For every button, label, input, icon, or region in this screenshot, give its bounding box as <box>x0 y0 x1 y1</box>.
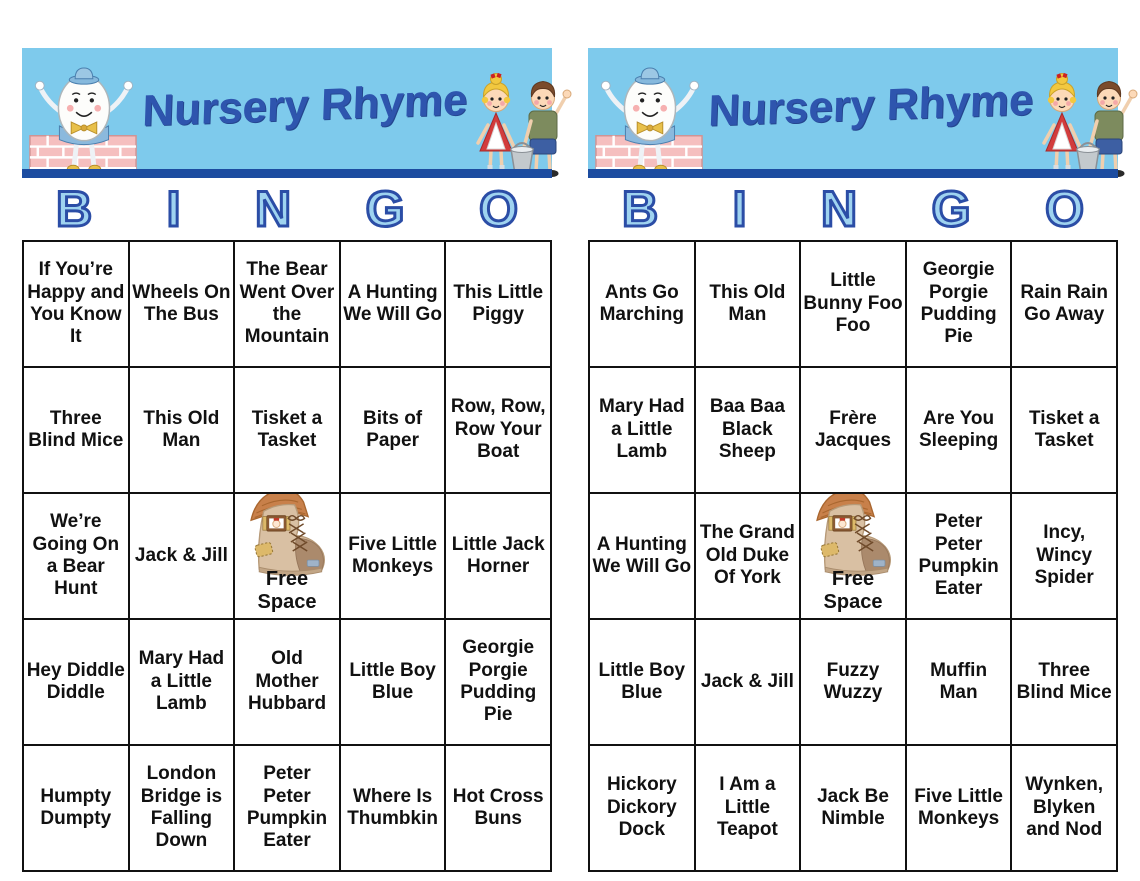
bingo-cell[interactable]: Rain Rain Go Away <box>1012 242 1116 366</box>
free-space-cell[interactable] <box>235 494 339 618</box>
card-banner <box>588 48 1118 178</box>
bingo-cell[interactable]: Mary Had a Little Lamb <box>590 368 694 492</box>
bingo-cell[interactable]: London Bridge is Falling Down <box>130 746 234 870</box>
bingo-cell[interactable]: Georgie Porgie Pudding Pie <box>446 620 550 744</box>
free-space-label: Free Space <box>823 567 883 614</box>
humpty-dumpty-illustration <box>24 66 142 178</box>
bingo-cell[interactable]: Three Blind Mice <box>24 368 128 492</box>
banner-divider-bar <box>22 169 552 178</box>
bingo-cell[interactable]: Wheels On The Bus <box>130 242 234 366</box>
bingo-cell[interactable]: A Hunting We Will Go <box>590 494 694 618</box>
bingo-cell[interactable]: Hey Diddle Diddle <box>24 620 128 744</box>
bingo-cell[interactable]: Mary Had a Little Lamb <box>130 620 234 744</box>
shoe-house-icon <box>236 496 338 568</box>
jack-and-jill-illustration <box>1033 70 1139 178</box>
bingo-cell[interactable]: Old Mother Hubbard <box>235 620 339 744</box>
bingo-cell[interactable]: Where Is Thumbkin <box>341 746 445 870</box>
bingo-cell[interactable]: Incy, Wincy Spider <box>1012 494 1116 618</box>
bingo-cell[interactable]: Hickory Dickory Dock <box>590 746 694 870</box>
bingo-letter-o: O <box>479 181 518 237</box>
bingo-cell[interactable]: We’re Going On a Bear Hunt <box>24 494 128 618</box>
bingo-cell[interactable]: Peter Peter Pumpkin Eater <box>235 746 339 870</box>
bingo-cell[interactable]: Little Boy Blue <box>341 620 445 744</box>
bingo-cell[interactable]: Muffin Man <box>907 620 1011 744</box>
card-title: Nursery Rhyme <box>141 75 469 136</box>
bingo-letter-i: I <box>732 181 747 237</box>
bingo-cell[interactable]: Five Little Monkeys <box>341 494 445 618</box>
bingo-cell[interactable]: Frère Jacques <box>801 368 905 492</box>
bingo-cell[interactable]: Little Jack Horner <box>446 494 550 618</box>
bingo-cell[interactable]: Fuzzy Wuzzy <box>801 620 905 744</box>
bingo-cell[interactable]: Row, Row, Row Your Boat <box>446 368 550 492</box>
shoe-house-icon <box>802 496 904 568</box>
bingo-cell[interactable]: Jack Be Nimble <box>801 746 905 870</box>
bingo-cell[interactable]: Three Blind Mice <box>1012 620 1116 744</box>
bingo-grid <box>588 240 1118 872</box>
bingo-cell[interactable]: Baa Baa Black Sheep <box>696 368 800 492</box>
bingo-card-2 <box>588 48 1118 881</box>
bingo-letter-b: B <box>56 181 93 237</box>
bingo-cell[interactable]: Humpty Dumpty <box>24 746 128 870</box>
bingo-cell[interactable]: Tisket a Tasket <box>235 368 339 492</box>
banner-divider-bar <box>588 169 1118 178</box>
free-space-label: Free Space <box>257 567 317 614</box>
bingo-cell[interactable]: Little Boy Blue <box>590 620 694 744</box>
bingo-cell[interactable]: Peter Peter Pumpkin Eater <box>907 494 1011 618</box>
bingo-letter-g: G <box>365 181 405 237</box>
bingo-cell[interactable]: I Am a Little Teapot <box>696 746 800 870</box>
bingo-letter-o: O <box>1045 181 1084 237</box>
card-banner <box>22 48 552 178</box>
bingo-cell[interactable]: The Bear Went Over the Mountain <box>235 242 339 366</box>
bingo-cell[interactable]: If You’re Happy and You Know It <box>24 242 128 366</box>
bingo-cell[interactable]: Wynken, Blyken and Nod <box>1012 746 1116 870</box>
bingo-cell[interactable]: A Hunting We Will Go <box>341 242 445 366</box>
bingo-cell[interactable]: The Grand Old Duke Of York <box>696 494 800 618</box>
bingo-grid <box>22 240 552 872</box>
bingo-letter-g: G <box>931 181 971 237</box>
bingo-card-1 <box>22 48 552 881</box>
bingo-cell[interactable]: Tisket a Tasket <box>1012 368 1116 492</box>
bingo-cell[interactable]: Bits of Paper <box>341 368 445 492</box>
bingo-cell[interactable]: Little Bunny Foo Foo <box>801 242 905 366</box>
bingo-cell[interactable]: Hot Cross Buns <box>446 746 550 870</box>
bingo-letters <box>22 178 552 240</box>
bingo-letters <box>588 178 1118 240</box>
bingo-cell[interactable]: This Old Man <box>130 368 234 492</box>
bingo-cell[interactable]: Jack & Jill <box>130 494 234 618</box>
bingo-letter-i: I <box>166 181 181 237</box>
bingo-cell[interactable]: Ants Go Marching <box>590 242 694 366</box>
bingo-cell[interactable]: Georgie Porgie Pudding Pie <box>907 242 1011 366</box>
jack-and-jill-illustration <box>467 70 573 178</box>
humpty-dumpty-illustration <box>590 66 708 178</box>
bingo-cell[interactable]: Jack & Jill <box>696 620 800 744</box>
bingo-cell[interactable]: This Little Piggy <box>446 242 550 366</box>
bingo-letter-n: N <box>255 181 292 237</box>
bingo-cell[interactable]: Are You Sleeping <box>907 368 1011 492</box>
bingo-letter-n: N <box>821 181 858 237</box>
card-title: Nursery Rhyme <box>707 75 1035 136</box>
bingo-cell[interactable]: This Old Man <box>696 242 800 366</box>
bingo-cell[interactable]: Five Little Monkeys <box>907 746 1011 870</box>
bingo-letter-b: B <box>622 181 659 237</box>
free-space-cell[interactable] <box>801 494 905 618</box>
